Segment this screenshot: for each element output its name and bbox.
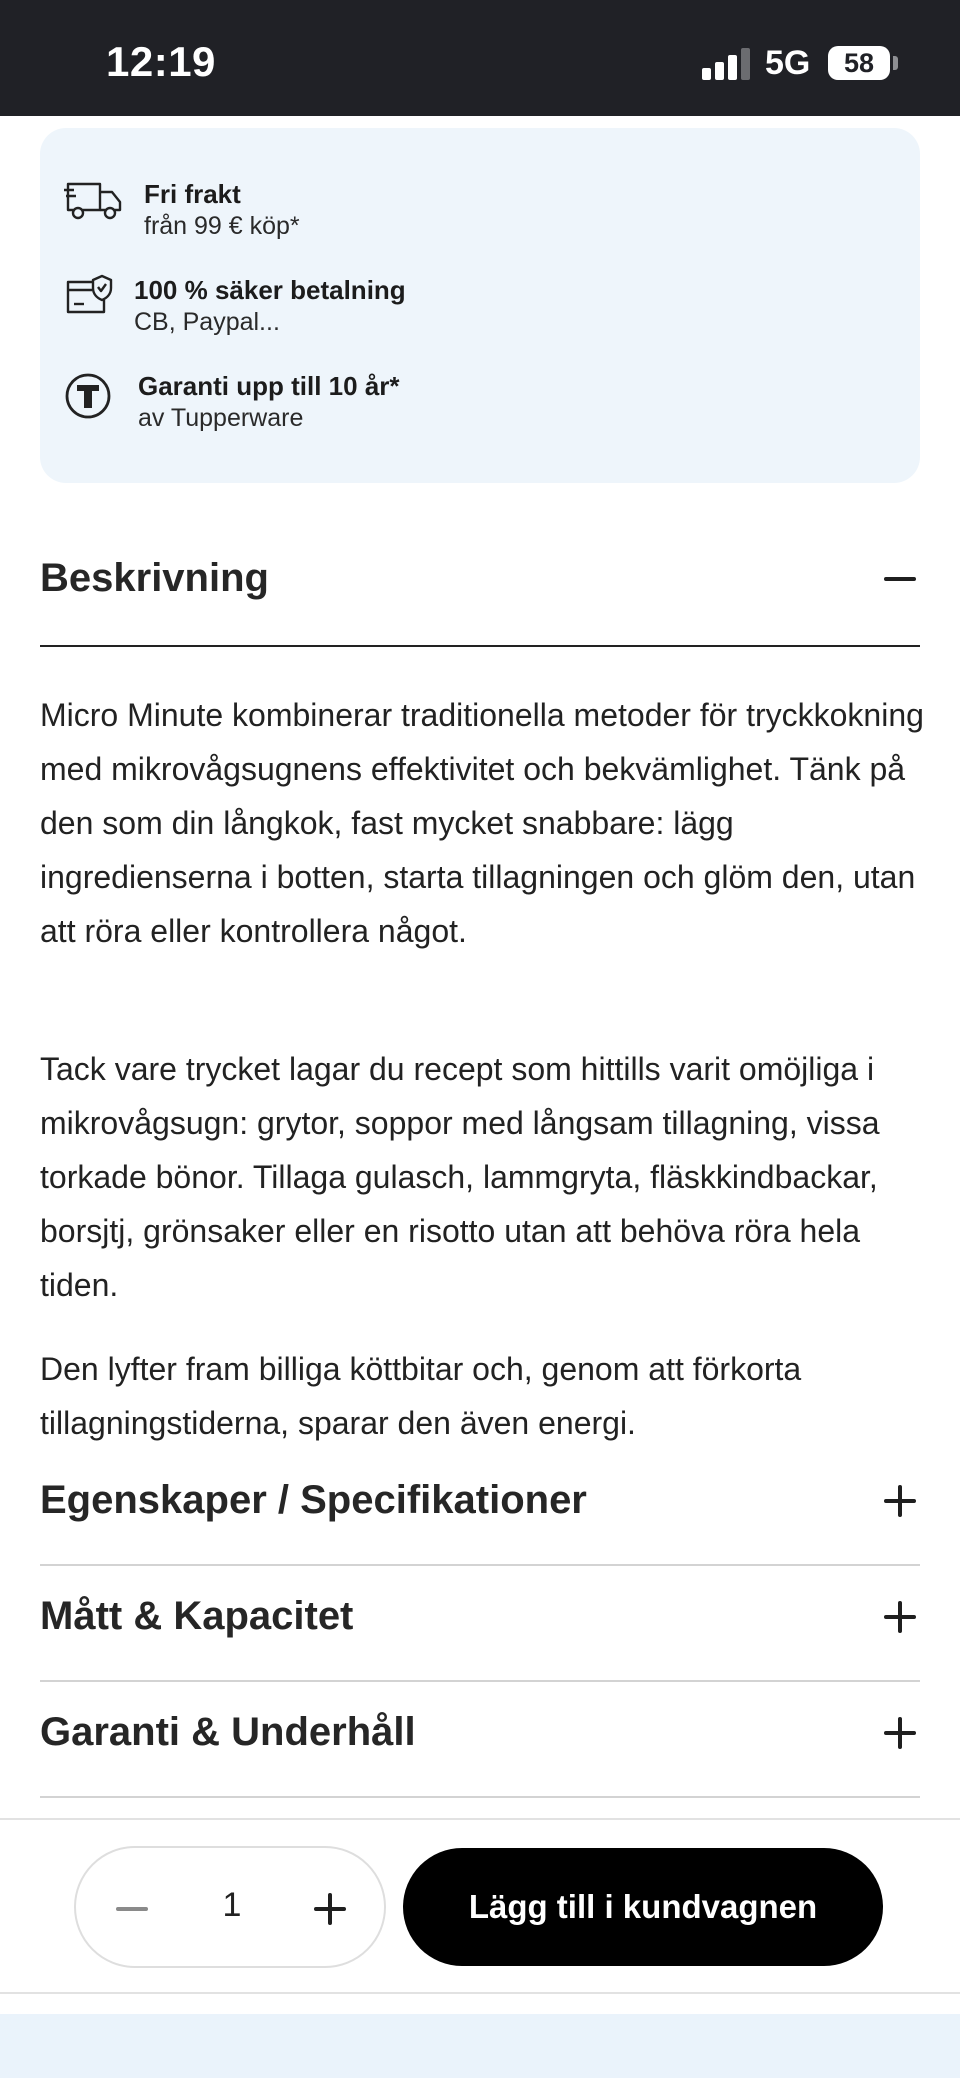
benefit-title: Fri frakt xyxy=(144,179,241,209)
accordion-title: Egenskaper / Specifikationer xyxy=(40,1478,587,1522)
battery-icon xyxy=(828,46,890,80)
status-bar xyxy=(0,0,960,116)
accordion-title: Mått & Kapacitet xyxy=(40,1594,354,1638)
battery-level: 58 xyxy=(843,48,875,78)
expand-icon[interactable] xyxy=(880,1481,920,1521)
battery-cap xyxy=(893,56,898,70)
quantity-value[interactable]: 1 xyxy=(222,1886,242,1924)
truck-icon xyxy=(64,178,124,222)
benefit-subtitle: från 99 € köp* xyxy=(144,212,300,240)
benefit-title: Garanti upp till 10 år* xyxy=(138,371,400,401)
accordion-specifications[interactable] xyxy=(40,1478,920,1523)
benefit-subtitle: av Tupperware xyxy=(138,404,304,432)
accordion-description[interactable] xyxy=(40,556,920,601)
accordion-title: Beskrivning xyxy=(40,556,269,600)
expand-icon[interactable] xyxy=(880,1597,920,1637)
benefit-title: 100 % säker betalning xyxy=(134,275,406,305)
benefits-panel xyxy=(40,128,920,483)
description-paragraph: Den lyfter fram billiga köttbitar och, genom att förkorta tillagningstiderna, sparar den även energi. xyxy=(40,1351,802,1441)
add-to-cart-button[interactable]: Lägg till i kundvagnen xyxy=(403,1848,883,1966)
network-type: 5G xyxy=(765,44,811,82)
card-shield-icon xyxy=(64,274,114,318)
accordion-dimensions[interactable] xyxy=(40,1594,920,1639)
divider xyxy=(40,1564,920,1566)
tupperware-logo-icon xyxy=(64,370,114,420)
quantity-stepper xyxy=(74,1846,386,1968)
description-paragraph: Tack vare trycket lagar du recept som hittills varit omöjliga i mikrovågsugn: grytor, soppor med långsam tillagning, vissa torkade bönor. Tillaga gulasch, lammgryta, fläskkindbackar, borsjtj, grönsaker eller en risotto utan att behöva röra hela tiden. xyxy=(40,1051,880,1303)
status-time: 12:19 xyxy=(106,38,216,85)
collapse-icon[interactable] xyxy=(880,559,920,599)
footer-band xyxy=(0,2014,960,2078)
benefit-subtitle: CB, Paypal... xyxy=(134,308,280,336)
divider xyxy=(40,1796,920,1798)
increase-quantity-button[interactable] xyxy=(310,1889,350,1929)
expand-icon[interactable] xyxy=(880,1713,920,1753)
decrease-quantity-button[interactable] xyxy=(112,1889,152,1929)
accordion-title: Garanti & Underhåll xyxy=(40,1710,416,1754)
divider xyxy=(40,645,920,647)
add-to-cart-bar xyxy=(0,1818,960,1994)
description-paragraph: Micro Minute kombinerar traditionella metoder för tryckkokning med mikrovågsugnens effektivitet och bekvämlighet. Tänk på den som din långkok, fast mycket snabbare: lägg ingredienserna i botten, starta tillagningen och glöm den, utan att röra eller kontrollera något. xyxy=(40,697,924,949)
signal-icon xyxy=(702,48,750,80)
divider xyxy=(40,1680,920,1682)
accordion-warranty[interactable] xyxy=(40,1710,920,1755)
